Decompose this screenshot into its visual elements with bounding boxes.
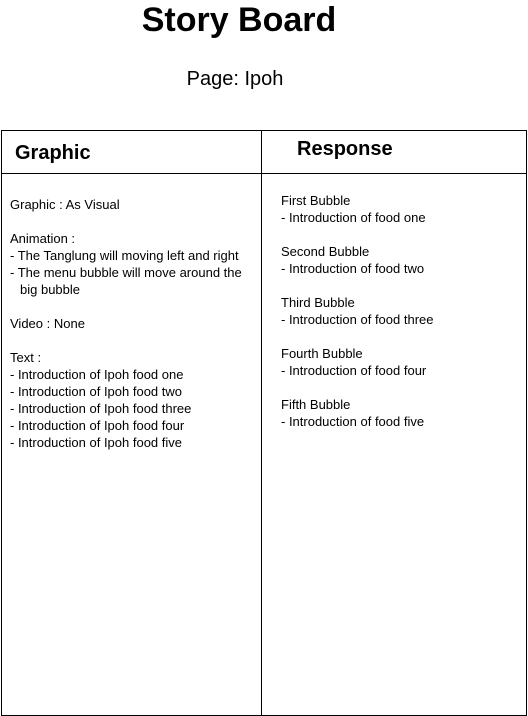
text-item: - Introduction of Ipoh food five <box>10 435 182 450</box>
animation-item: big bubble <box>20 282 80 297</box>
header-divider <box>2 173 526 174</box>
graphic-line: Graphic : As Visual <box>10 197 120 212</box>
bubble-name: First Bubble <box>281 193 351 208</box>
bubble-name: Fifth Bubble <box>281 397 351 412</box>
bubble-name: Second Bubble <box>281 244 370 259</box>
text-item: - Introduction of Ipoh food two <box>10 384 182 399</box>
bubble-name: Fourth Bubble <box>281 346 363 361</box>
video-line: Video : None <box>10 316 85 331</box>
response-column-content <box>281 192 521 430</box>
animation-item: - The menu bubble will move around the <box>10 265 242 280</box>
bubble-name: Third Bubble <box>281 295 355 310</box>
page-title: Story Board <box>141 1 337 39</box>
column-divider <box>261 131 262 715</box>
graphic-column-content <box>10 196 260 451</box>
text-label: Text : <box>10 350 42 365</box>
bubble-desc: - Introduction of food four <box>281 363 427 378</box>
storyboard-table <box>1 130 527 716</box>
animation-label: Animation : <box>10 231 76 246</box>
bubble-desc: - Introduction of food two <box>281 261 425 276</box>
response-column-heading: Response <box>297 138 393 160</box>
page-subtitle: Page: Ipoh <box>186 68 284 90</box>
animation-item: - The Tanglung will moving left and right <box>10 248 239 263</box>
text-item: - Introduction of Ipoh food four <box>10 418 185 433</box>
graphic-column-heading: Graphic <box>15 142 91 164</box>
bubble-desc: - Introduction of food five <box>281 414 425 429</box>
bubble-desc: - Introduction of food three <box>281 312 434 327</box>
text-item: - Introduction of Ipoh food one <box>10 367 184 382</box>
text-item: - Introduction of Ipoh food three <box>10 401 192 416</box>
bubble-desc: - Introduction of food one <box>281 210 426 225</box>
